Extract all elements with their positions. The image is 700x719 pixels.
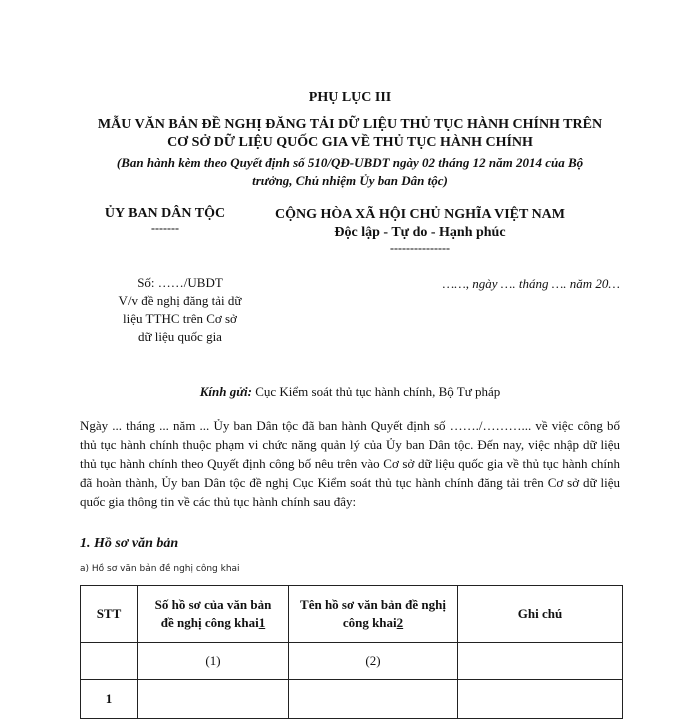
header-record-number-line-2: đề nghị công khai <box>160 615 259 630</box>
section-subtitle: a) Hồ sơ văn bản đề nghị công khai <box>80 564 240 574</box>
heading-line-1: MẪU VĂN BẢN ĐỀ NGHỊ ĐĂNG TẢI DỮ LIỆU THỦ TỤC HÀNH CHÍNH TRÊN <box>97 117 603 132</box>
issuance-note <box>40 154 660 190</box>
footnote-ref-1: 1 <box>258 615 266 630</box>
header-record-name-line-1: Tên hồ sơ văn bản đề nghị <box>300 597 446 612</box>
row-record-name-cell <box>289 680 458 719</box>
recipient-value: Cục Kiểm soát thủ tục hành chính, Bộ Tư pháp <box>251 384 501 399</box>
table-header-row <box>81 586 623 643</box>
issuing-agency-name: ỦY BAN DÂN TỘC <box>104 206 226 221</box>
section-title: 1. Hồ sơ văn bản <box>80 536 179 551</box>
table-row <box>81 680 623 719</box>
issuance-note-line-1: (Ban hành kèm theo Quyết định số 510/QĐ-UBDT ngày 02 tháng 12 năm 2014 của Bộ <box>116 155 584 170</box>
row-stt-cell: 1 <box>81 680 138 719</box>
document-date: ……, ngày …. tháng …. năm 20… <box>442 276 620 291</box>
header-record-number <box>138 586 289 643</box>
reference-block <box>60 274 300 346</box>
header-notes: Ghi chú <box>458 586 623 643</box>
numbering-cell <box>81 643 138 680</box>
subject-line-1: V/v đề nghị đăng tải dữ <box>118 293 242 308</box>
row-record-number-cell <box>138 680 289 719</box>
agency-divider: ------- <box>151 221 179 235</box>
header-record-number-line-1: Số hồ sơ của văn bản <box>154 597 272 612</box>
header-record-name-line-2: công khai <box>342 615 397 630</box>
national-header-block <box>240 206 600 254</box>
header-stt: STT <box>81 586 138 643</box>
footnote-ref-2: 2 <box>396 615 404 630</box>
subject-line-3: dữ liệu quốc gia <box>138 329 222 344</box>
nation-name: CỘNG HÒA XÃ HỘI CHỦ NGHĨA VIỆT NAM <box>274 207 565 222</box>
document-heading <box>40 116 660 152</box>
table-numbering-row <box>81 643 623 680</box>
document-number: Số: ……/UBDT <box>137 275 223 290</box>
motto-divider: --------------- <box>390 241 450 255</box>
header-record-name <box>289 586 458 643</box>
numbering-cell <box>458 643 623 680</box>
numbering-cell: (2) <box>289 643 458 680</box>
numbering-cell: (1) <box>138 643 289 680</box>
records-table <box>80 585 623 719</box>
subject-line-2: liệu TTHC trên Cơ sở <box>123 311 237 326</box>
issuance-note-line-2: trưởng, Chủ nhiệm Ủy ban Dân tộc) <box>252 173 448 188</box>
national-motto: Độc lập - Tự do - Hạnh phúc <box>334 225 506 240</box>
body-paragraph: Ngày ... tháng ... năm ... Ủy ban Dân tộc đã ban hành Quyết định số ……./………... về việc công bố thủ tục hành chính thuộc phạm vi chức năng quản lý của Ủy ban Dân tộc. Đến nay, việc nhập dữ liệu thủ tục hành chính theo Quyết định công bố nêu trên vào Cơ sở dữ liệu quốc gia về thủ tục hành chính đã hoàn thành, Ủy ban Dân tộc đề nghị Cục Kiểm soát thủ tục hành chính đăng tải trên Cơ sở dữ liệu quốc gia thông tin về các thủ tục hành chính sau đây: <box>80 418 620 509</box>
recipient-label: Kính gửi: <box>199 384 252 399</box>
row-notes-cell <box>458 680 623 719</box>
heading-line-2: CƠ SỞ DỮ LIỆU QUỐC GIA VỀ THỦ TỤC HÀNH CHÍNH <box>167 135 533 150</box>
appendix-title: PHỤ LỤC III <box>308 90 392 105</box>
recipient-line <box>0 384 700 400</box>
